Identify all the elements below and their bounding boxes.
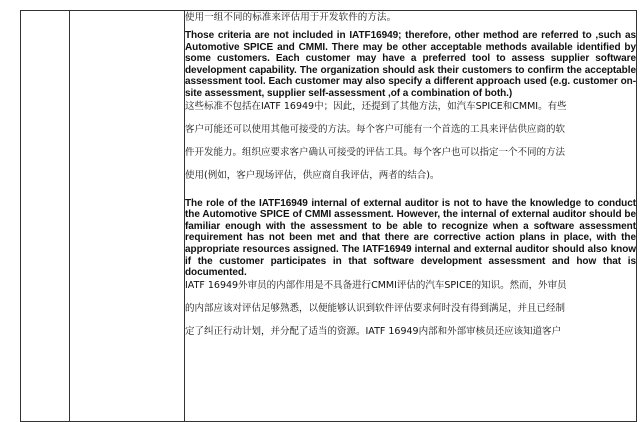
paragraph-1-chinese-line-4: 使用(例如，客户现场评估，供应商自我评估，两者的结合)。 [185,169,440,181]
empty-cell-left [21,11,70,422]
document-table [20,10,637,422]
content-cell [185,11,637,422]
paragraph-1-chinese-line-2: 客户可能还可以使用其他可接受的方法。每个客户可能有一个首选的工具来评估供应商的软 [185,123,566,135]
paragraph-2-english: The role of the IATF16949 internal of external auditor is not to have the knowledge to conduct the Automotive SPICE of CMMI assessment. However, the internal of external auditor should be familiar enough with the assessment to be able to recognize when a software assessment requirement has not been met and that there are corrective action plans in place, with the appropriate resources assigned. The IATF16949 internal and external auditor should also know if the customer participates in that software development assessment and how that is documented. [185,197,636,279]
paragraph-2-chinese-line-1: IATF 16949外审员的内部作用是不具备进行CMMI评估的汽车SPICE的知识。然而，外审员 [185,279,567,291]
paragraph-2-chinese-line-3: 定了纠正行动计划，并分配了适当的资源。IATF 16949内部和外部审核员还应该知道客户 [185,325,562,337]
paragraph-2-chinese-line-2: 的内部应该对评估足够熟悉，以便能够认识到软件评估要求何时没有得到满足，并且已经制 [185,302,566,314]
paragraph-1-english: Those criteria are not included in IATF16949; therefore, other method are referred to ,such as Automotive SPICE and CMMI. There may be other acceptable methods available identified by some customers. Each customer may have a preferred tool to assess supplier software development capability. The organization should ask their customers to confirm the acceptable assessment tool. Each customer may also specify a different approach used (e.g. customer on-site assessment, supplier self-assessment ,of a combination of both.) [185,30,636,99]
intro-chinese: 使用一组不同的标准来评估用于开发软件的方法。 [185,12,397,23]
paragraph-1-chinese-line-1: 这些标准不包括在IATF 16949中；因此，还提到了其他方法，如汽车SPICE和CMMI。有些 [185,100,567,112]
empty-cell-middle [70,11,185,422]
paragraph-1-chinese-line-3: 件开发能力。组织应要求客户确认可接受的评估工具。每个客户也可以指定一个不同的方法 [185,146,566,158]
table-row [21,11,637,422]
